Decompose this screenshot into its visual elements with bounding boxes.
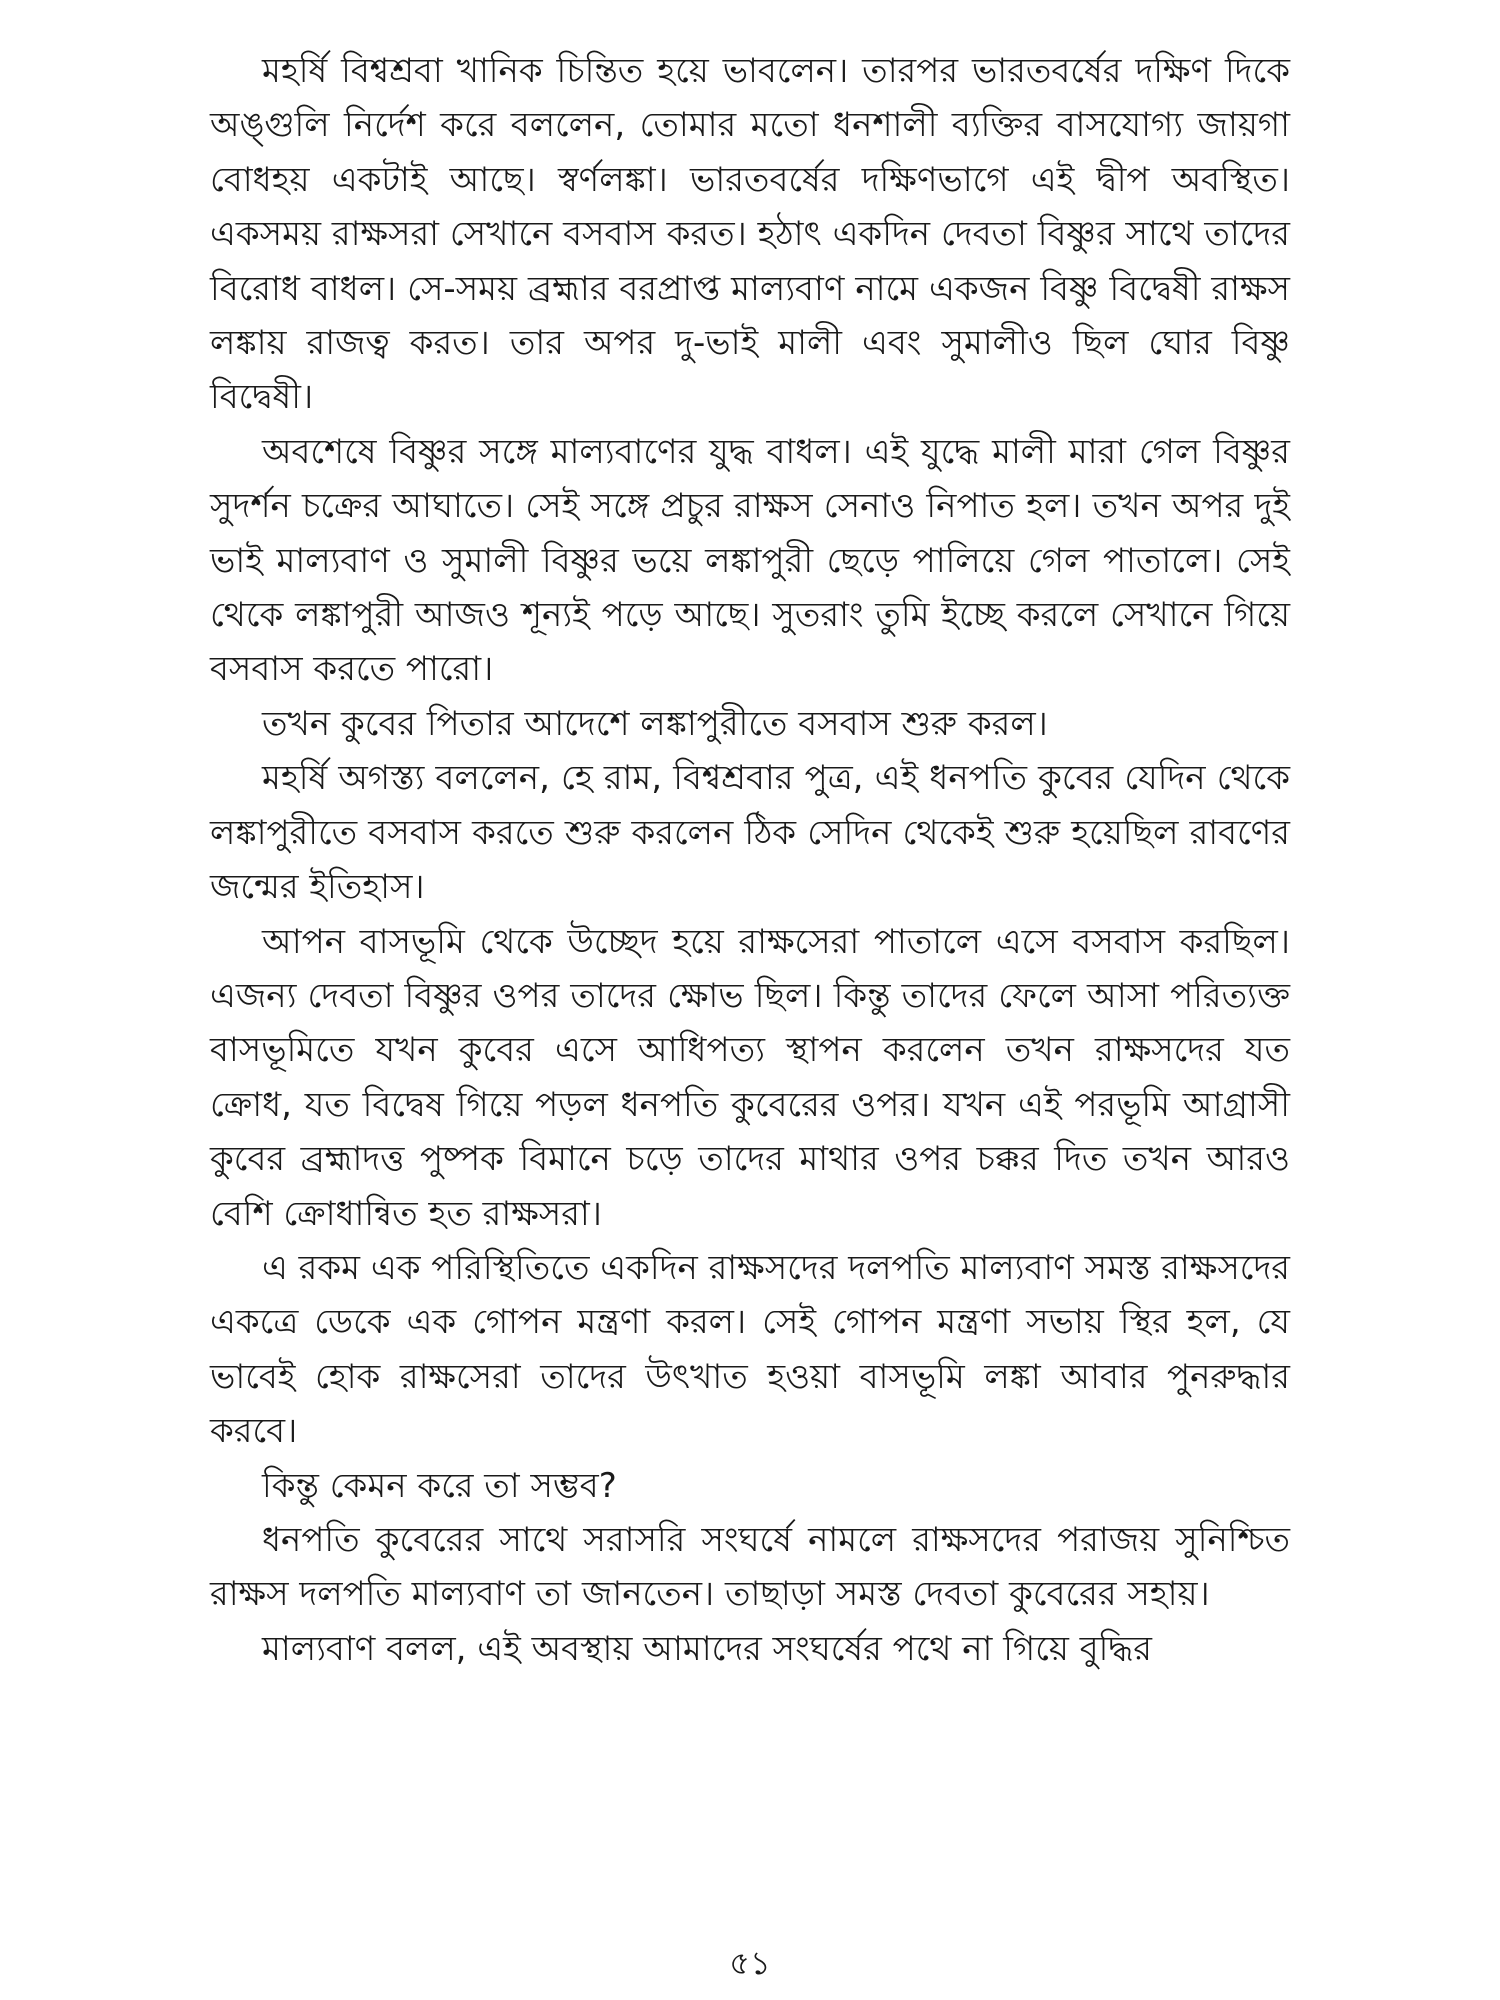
paragraph: মাল্যবাণ বলল, এই অবস্থায় আমাদের সংঘর্ষের পথে না গিয়ে বুদ্ধির bbox=[262, 1628, 1152, 1669]
paragraph: এ রকম এক পরিস্থিতিতে একদিন রাক্ষসদের দলপতি মাল্যবাণ সমস্ত রাক্ষসদের একত্রে ডেকে এক গোপন মন্ত্রণা করল। সেই গোপন মন্ত্রণা সভায় স্থির হল, যে ভাবেই হোক রাক্ষসেরা তাদের উৎখাত হওয়া বাসভূমি লঙ্কা আবার পুনরুদ্ধার করবে। bbox=[210, 1247, 1291, 1452]
page-body bbox=[210, 44, 1290, 1676]
paragraph: আপন বাসভূমি থেকে উচ্ছেদ হয়ে রাক্ষসেরা পাতালে এসে বসবাস করছিল। এজন্য দেবতা বিষ্ণুর ওপর তাদের ক্ষোভ ছিল। কিন্তু তাদের ফেলে আসা পরিত্যক্ত বাসভূমিতে যখন কুবের এসে আধিপত্য স্থাপন করলেন তখন রাক্ষসদের যত ক্রোধ, যত বিদ্বেষ গিয়ে পড়ল ধনপতি কুবেরের ওপর। যখন এই পরভূমি আগ্রাসী কুবের ব্রহ্মাদত্ত পুষ্পক বিমানে চড়ে তাদের মাথার ওপর চক্কর দিত তখন আরও বেশি ক্রোধান্বিত হত রাক্ষসরা। bbox=[210, 921, 1290, 1234]
paragraph: কিন্তু কেমন করে তা সম্ভব? bbox=[262, 1465, 617, 1506]
page-number: ৫১ bbox=[729, 1944, 771, 1982]
paragraph: মহর্ষি অগস্ত্য বললেন, হে রাম, বিশ্বশ্রবার পুত্র, এই ধনপতি কুবের যেদিন থেকে লঙ্কাপুরীতে বসবাস করতে শুরু করলেন ঠিক সেদিন থেকেই শুরু হয়েছিল রাবণের জন্মের ইতিহাস। bbox=[210, 758, 1290, 908]
paragraph: মহর্ষি বিশ্বশ্রবা খানিক চিন্তিত হয়ে ভাবলেন। তারপর ভারতবর্ষের দক্ষিণ দিকে অঙ্গুলি নির্দেশ করে বললেন, তোমার মতো ধনশালী ব্যক্তির বাসযোগ্য জায়গা বোধহয় একটাই আছে। স্বর্ণলঙ্কা। ভারতবর্ষের দক্ষিণভাগে এই দ্বীপ অবস্থিত। একসময় রাক্ষসরা সেখানে বসবাস করত। হঠাৎ একদিন দেবতা বিষ্ণুর সাথে তাদের বিরোধ বাধল। সে-সময় ব্রহ্মার বরপ্রাপ্ত মাল্যবাণ নামে একজন বিষ্ণু বিদ্বেষী রাক্ষস লঙ্কায় রাজত্ব করত। তার অপর দু-ভাই মালী এবং সুমালীও ছিল ঘোর বিষ্ণু বিদ্বেষী। bbox=[210, 51, 1290, 418]
paragraph: ধনপতি কুবেরের সাথে সরাসরি সংঘর্ষে নামলে রাক্ষসদের পরাজয় সুনিশ্চিত রাক্ষস দলপতি মাল্যবাণ তা জানতেন। তাছাড়া সমস্ত দেবতা কুবেরের সহায়। bbox=[210, 1519, 1290, 1615]
paragraph: তখন কুবের পিতার আদেশে লঙ্কাপুরীতে বসবাস শুরু করল। bbox=[262, 703, 1048, 744]
paragraph: অবশেষে বিষ্ণুর সঙ্গে মাল্যবাণের যুদ্ধ বাধল। এই যুদ্ধে মালী মারা গেল বিষ্ণুর সুদর্শন চক্রের আঘাতে। সেই সঙ্গে প্রচুর রাক্ষস সেনাও নিপাত হল। তখন অপর দুই ভাই মাল্যবাণ ও সুমালী বিষ্ণুর ভয়ে লঙ্কাপুরী ছেড়ে পালিয়ে গেল পাতালে। সেই থেকে লঙ্কাপুরী আজও শূন্যই পড়ে আছে। সুতরাং তুমি ইচ্ছে করলে সেখানে গিয়ে বসবাস করতে পারো। bbox=[210, 431, 1290, 690]
